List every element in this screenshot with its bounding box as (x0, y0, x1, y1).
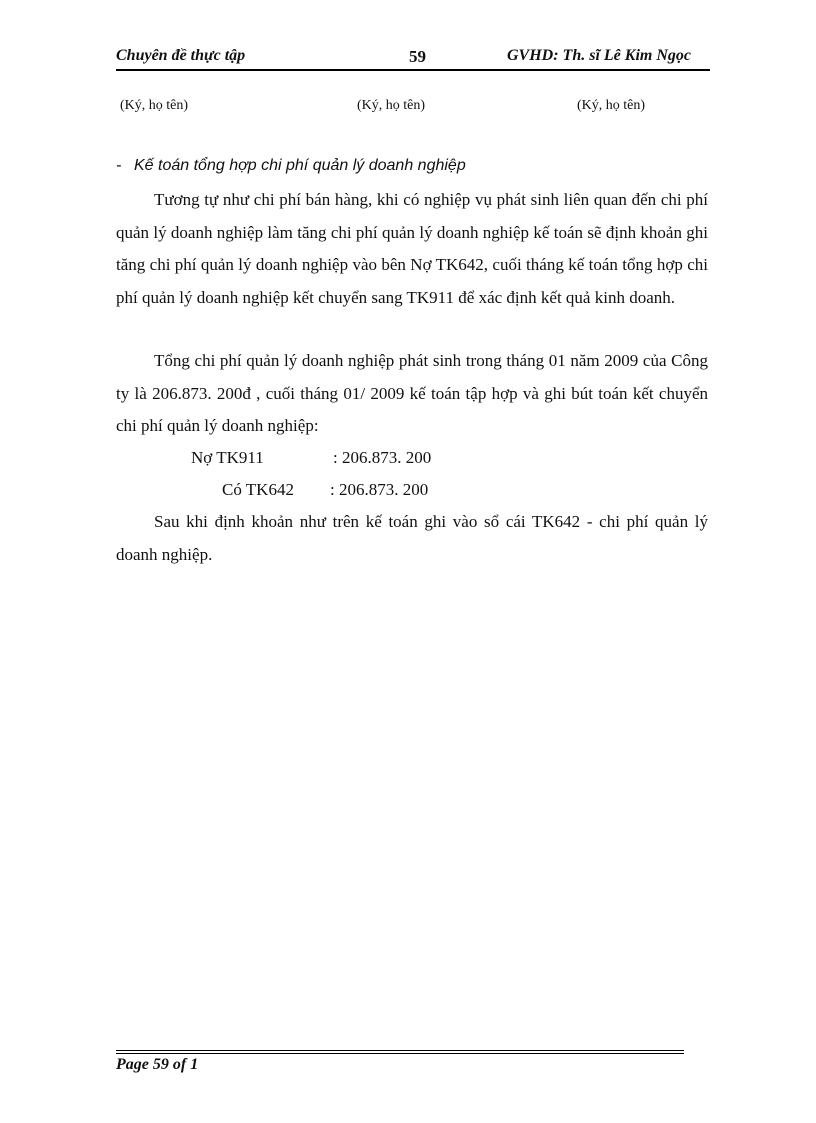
paragraph-2 (116, 345, 708, 443)
footer-divider-bottom (116, 1053, 684, 1054)
entry-debit-amount: : 206.873. 200 (333, 448, 432, 467)
signature-label-3: (Ký, họ tên) (577, 98, 646, 113)
paragraph-1 (116, 184, 708, 314)
header-advisor: GVHD: Th. sĩ Lê Kim Ngọc (507, 47, 691, 64)
paragraph-3 (116, 506, 708, 571)
entry-credit-account: Có TK642 (222, 480, 294, 499)
paragraph-2-text: Tổng chi phí quản lý doanh nghiệp phát sinh trong tháng 01 năm 2009 của Công ty là 206.873. 200đ , cuối tháng 01/ 2009 kế toán tập hợp và ghi bút toán kết chuyển chi phí quản lý doanh nghiệp: (116, 351, 708, 435)
entry-debit-account: Nợ TK911 (191, 448, 264, 467)
section-title: Kế toán tổng hợp chi phí quản lý doanh nghiệp (134, 157, 466, 174)
header-divider (116, 69, 710, 71)
signature-label-1: (Ký, họ tên) (120, 98, 189, 113)
header-title: Chuyên đề thực tập (116, 47, 246, 64)
header-page-number: 59 (409, 47, 426, 66)
footer-divider-top (116, 1050, 684, 1051)
signature-label-2: (Ký, họ tên) (357, 98, 426, 113)
paragraph-3-text: Sau khi định khoản như trên kế toán ghi vào sổ cái TK642 - chi phí quản lý doanh nghiệp. (116, 512, 708, 564)
page-header (116, 47, 709, 69)
paragraph-1-text: Tương tự như chi phí bán hàng, khi có nghiệp vụ phát sinh liên quan đến chi phí quản lý doanh nghiệp làm tăng chi phí quản lý doanh nghiệp kế toán sẽ định khoản ghi tăng chi phí quản lý doanh nghiệp vào bên Nợ TK642, cuối tháng kế toán tổng hợp chi phí quản lý doanh nghiệp kết chuyển sang TK911 để xác định kết quả kinh doanh. (116, 190, 708, 307)
entry-credit-amount: : 206.873. 200 (330, 480, 429, 499)
section-dash: - (116, 157, 122, 174)
section-heading (116, 157, 466, 175)
footer-page-label: Page 59 of 1 (116, 1056, 199, 1073)
